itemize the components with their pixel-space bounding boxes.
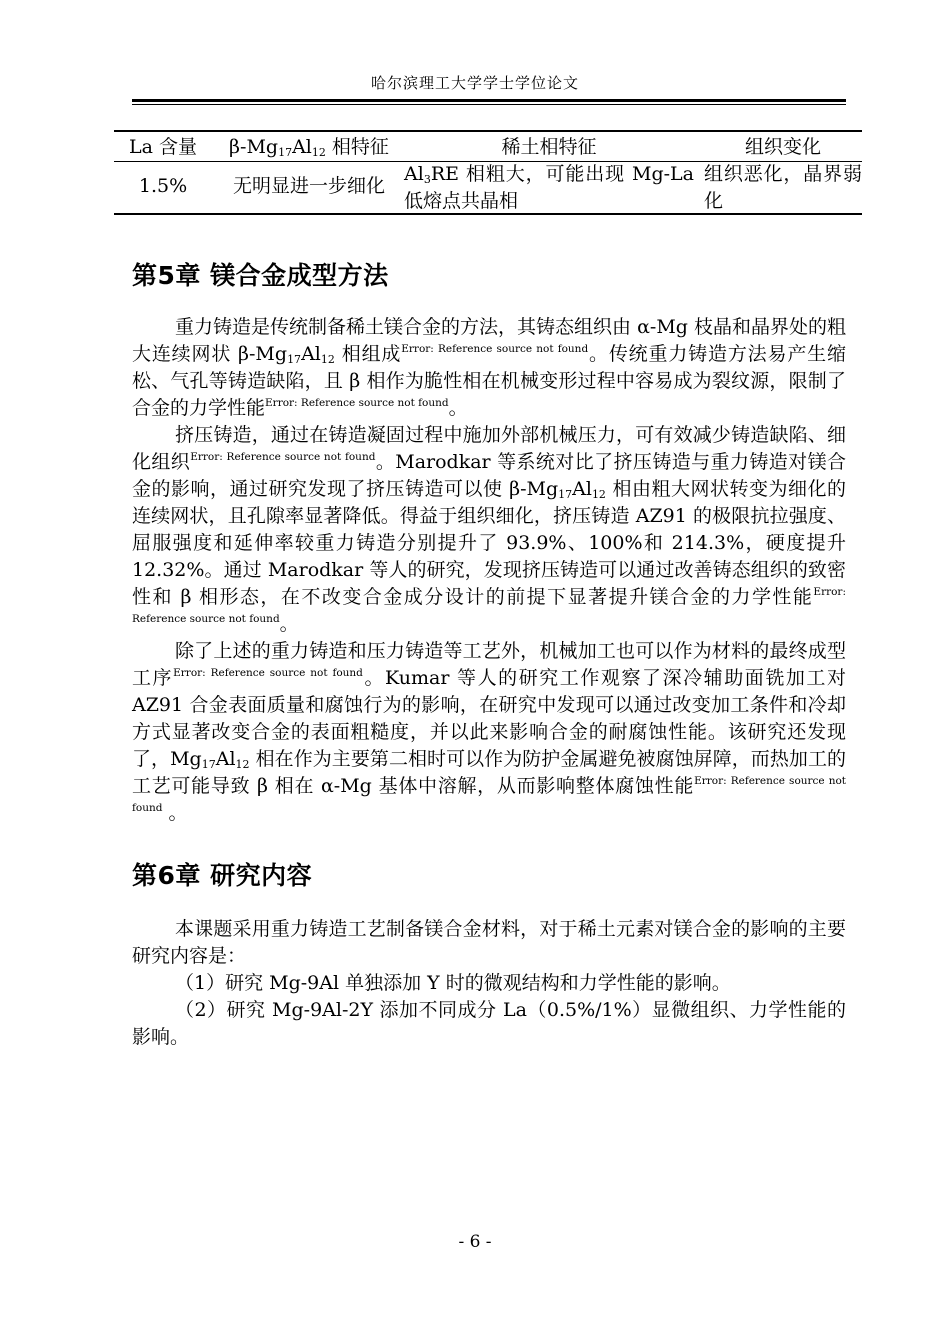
page-number: - 6 -	[458, 1232, 492, 1252]
paragraph: 除了上述的重力铸造和压力铸造等工艺外，机械加工也可以作为材料的最终成型工序$^{Error: Reference source not found}$。Kumar 等人的研究工作观察了深冷辅助面铣加工对 AZ91 合金表面质量和腐蚀行为的影响，在研究中发现可以通过改变加工条件和冷却方式显著改变合金的表面粗糙度，并以此来影响合金的耐腐蚀性能。该研究还发现了，$Mg_{17}Al_{12}$ 相在作为主要第二相时可以作为防护金属避免被腐蚀屏障，而热加工的工艺可能导致 β 相在 α-Mg 基体中溶解，从而影响整体腐蚀性能$^{Error: Reference source not found}$ 。	[132, 640, 847, 824]
chapter-6-body	[132, 916, 846, 1051]
paragraph: 挤压铸造，通过在铸造凝固过程中施加外部机械压力，可有效减少铸造缺陷、细化组织$^{Error: Reference source not found}$。Marodkar 等系统对比了挤压铸造与重力铸造对镁合金的影响，通过研究发现了挤压铸造可以使 $\beta-Mg_{17}Al_{12}$ 相由粗大网状转变为细化的连续网状，且孔隙率显著降低。得益于组织细化，挤压铸造 AZ91 的极限抗拉强度、屈服强度和延伸率较重力铸造分别提升了 93.9%、100%和 214.3%，硬度提升 12.32%。通过 Marodkar 等人的研究，发现挤压铸造可以通过改善铸态组织的致密性和 β 相形态，在不改变合金成分设计的前提下显著提升镁合金的力学性能$^{Error: Reference source not found}$。	[132, 424, 847, 635]
table-cell-la: 1.5%	[138, 175, 188, 197]
table-header-beta-phase: $\beta-Mg_{17}Al_{12}$ 相特征	[229, 136, 389, 159]
reference-error: Error: Reference source not found	[401, 343, 589, 355]
list-item: （2）研究 Mg-9Al-2Y 添加不同成分 La（0.5%/1%）显微组织、力学性能的影响。	[132, 999, 846, 1048]
reference-error: Error: Reference source not found	[265, 397, 449, 409]
chapter-6-heading: 第6章 研究内容	[132, 861, 313, 890]
reference-error: Error: Reference source not found	[132, 586, 846, 625]
reference-error: Error: Reference source not found	[173, 667, 363, 679]
paragraph: 重力铸造是传统制备稀土镁合金的方法，其铸态组织由 α-Mg 枝晶和晶界处的粗大连续网状 $\beta-Mg_{17}Al_{12}$ 相组成$^{Error: Reference source not found}$。传统重力铸造方法易产生缩松、气孔等铸造缺陷，且 β 相作为脆性相在机械变形过程中容易成为裂纹源，限制了合金的力学性能$^{Error: Reference source not found}$。	[132, 316, 846, 419]
paragraph: 本课题采用重力铸造工艺制备镁合金材料，对于稀土元素对镁合金的影响的主要研究内容是：	[132, 918, 846, 967]
list-item: （1）研究 Mg-9Al 单独添加 Y 时的微观结构和力学性能的影响。	[175, 972, 731, 994]
chapter-5-heading: 第5章 镁合金成型方法	[132, 261, 389, 290]
table-top-rule	[114, 130, 862, 132]
table-cell-beta: 无明显进一步细化	[232, 175, 385, 197]
reference-error: Error: Reference source not found	[190, 451, 376, 463]
table-cell-structure: 组织恶化，晶界弱化	[704, 163, 862, 212]
table-header-la-content: La 含量	[129, 136, 197, 158]
header-rule-thick	[132, 99, 846, 102]
table-cell-re-phase: $Al_3RE$ 相粗大，可能出现 Mg-La 低熔点共晶相	[404, 163, 694, 212]
table-header-structure: 组织变化	[744, 136, 821, 158]
header-rule-thin	[132, 104, 846, 105]
page-header-title: 哈尔滨理工大学学士学位论文	[370, 74, 579, 92]
table-header-re-phase: 稀土相特征	[501, 136, 597, 158]
reference-error: Error: Reference source not found	[132, 775, 847, 814]
chapter-5-body	[132, 314, 846, 827]
